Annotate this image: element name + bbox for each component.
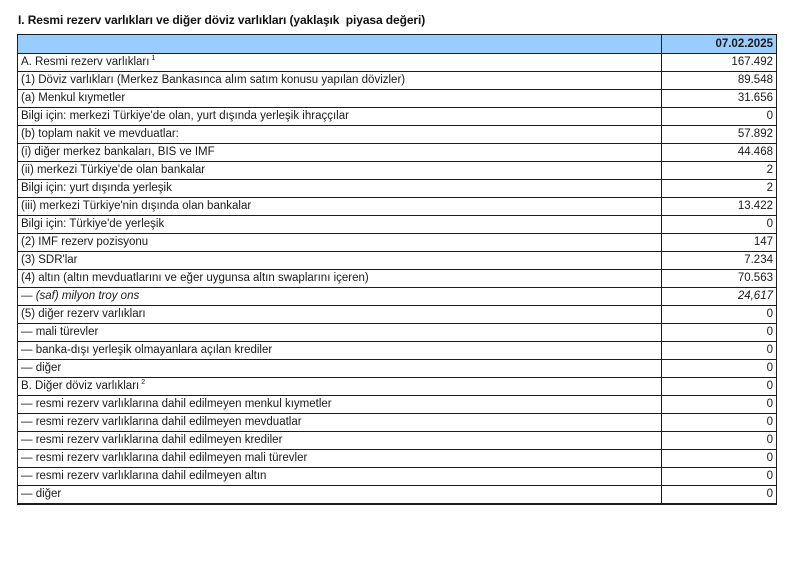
row-value-cell: 0 xyxy=(662,108,777,126)
table-header-row xyxy=(18,35,777,54)
row-label-cell xyxy=(18,198,662,216)
row-label-cell xyxy=(18,126,662,144)
row-value-cell: 24,617 xyxy=(662,288,777,306)
row-label-cell xyxy=(18,396,662,414)
row-label: — resmi rezerv varlıklarına dahil edilmeyen mevduatlar xyxy=(21,416,302,428)
row-label: (ii) merkezi Türkiye'de olan bankalar xyxy=(21,164,206,176)
row-value-cell: 167.492 xyxy=(662,54,777,72)
row-label: (1) Döviz varlıkları (Merkez Bankasınca alım satım konusu yapılan dövizler) xyxy=(21,74,406,86)
row-label-cell xyxy=(18,432,662,450)
row-value-cell: 0 xyxy=(662,486,777,505)
header-date-cell: 07.02.2025 xyxy=(662,35,777,54)
row-label-cell xyxy=(18,414,662,432)
row-label-cell xyxy=(18,324,662,342)
table-row xyxy=(18,450,777,468)
footnote-marker: 2 xyxy=(141,379,146,386)
footnote-marker: 1 xyxy=(151,55,156,62)
table-row xyxy=(18,360,777,378)
row-label-cell xyxy=(18,450,662,468)
table-row xyxy=(18,270,777,288)
row-label-cell xyxy=(18,216,662,234)
row-value-cell: 0 xyxy=(662,396,777,414)
row-label-cell xyxy=(18,144,662,162)
row-label: (b) toplam nakit ve mevduatlar: xyxy=(21,128,179,140)
table-row xyxy=(18,108,777,126)
row-value-cell: 2 xyxy=(662,180,777,198)
table-row xyxy=(18,234,777,252)
row-label: — mali türevler xyxy=(21,326,99,338)
table-row xyxy=(18,144,777,162)
row-value-cell: 44.468 xyxy=(662,144,777,162)
row-label: Bilgi için: Türkiye'de yerleşik xyxy=(21,218,165,230)
row-value-cell: 57.892 xyxy=(662,126,777,144)
row-label-cell xyxy=(18,234,662,252)
table-row xyxy=(18,324,777,342)
table-row xyxy=(18,252,777,270)
table-row xyxy=(18,162,777,180)
table-row xyxy=(18,306,777,324)
row-label-cell xyxy=(18,252,662,270)
row-value-cell: 0 xyxy=(662,306,777,324)
row-label-cell xyxy=(18,72,662,90)
table-row xyxy=(18,180,777,198)
row-label-cell xyxy=(18,360,662,378)
row-label-cell xyxy=(18,306,662,324)
row-label-cell xyxy=(18,342,662,360)
table-body xyxy=(18,35,777,505)
row-value-cell: 0 xyxy=(662,324,777,342)
row-value-cell: 0 xyxy=(662,342,777,360)
row-label: (5) diğer rezerv varlıkları xyxy=(21,308,146,320)
row-label-cell xyxy=(18,162,662,180)
table-row xyxy=(18,198,777,216)
row-label-cell xyxy=(18,468,662,486)
row-label: (a) Menkul kıymetler xyxy=(21,92,126,104)
row-value-cell: 70.563 xyxy=(662,270,777,288)
row-value-cell: 89.548 xyxy=(662,72,777,90)
row-label: (i) diğer merkez bankaları, BIS ve IMF xyxy=(21,146,215,158)
row-value-cell: 0 xyxy=(662,360,777,378)
row-label-cell xyxy=(18,108,662,126)
header-label-cell xyxy=(18,35,662,54)
table-row xyxy=(18,486,777,505)
table-row xyxy=(18,216,777,234)
row-label-cell xyxy=(18,486,662,505)
row-label: — resmi rezerv varlıklarına dahil edilmeyen menkul kıymetler xyxy=(21,398,332,410)
row-label-cell xyxy=(18,90,662,108)
row-label: (3) SDR'lar xyxy=(21,254,78,266)
row-label: (4) altın (altın mevduatlarını ve eğer uygunsa altın swaplarını içeren) xyxy=(21,272,369,284)
row-label: A. Resmi rezerv varlıkları xyxy=(21,56,150,68)
row-label: (iii) merkezi Türkiye'nin dışında olan bankalar xyxy=(21,200,252,212)
row-label: — resmi rezerv varlıklarına dahil edilmeyen altın xyxy=(21,470,267,482)
row-label: (2) IMF rezerv pozisyonu xyxy=(21,236,149,248)
row-value-cell: 0 xyxy=(662,432,777,450)
row-value-cell: 13.422 xyxy=(662,198,777,216)
table-row xyxy=(18,432,777,450)
table-row xyxy=(18,54,777,72)
row-label: — banka-dışı yerleşik olmayanlara açılan krediler xyxy=(21,344,273,356)
row-value-cell: 2 xyxy=(662,162,777,180)
row-label: — diğer xyxy=(21,362,62,374)
reserves-table xyxy=(17,34,777,505)
page-title: I. Resmi rezerv varlıkları ve diğer döviz varlıkları (yaklaşık piyasa değeri) xyxy=(18,13,426,27)
row-label: — (saf) milyon troy ons xyxy=(21,290,140,302)
row-label-cell xyxy=(18,378,662,396)
row-value-cell: 0 xyxy=(662,450,777,468)
row-value-cell: 0 xyxy=(662,414,777,432)
row-label: — resmi rezerv varlıklarına dahil edilmeyen krediler xyxy=(21,434,283,446)
table-row xyxy=(18,72,777,90)
table-row xyxy=(18,90,777,108)
row-label: — diğer xyxy=(21,488,62,500)
row-label: Bilgi için: yurt dışında yerleşik xyxy=(21,182,172,194)
table-row xyxy=(18,378,777,396)
row-label: B. Diğer döviz varlıkları xyxy=(21,380,140,392)
table-row xyxy=(18,396,777,414)
row-value-cell: 0 xyxy=(662,216,777,234)
row-value-cell: 31.656 xyxy=(662,90,777,108)
row-label: — resmi rezerv varlıklarına dahil edilmeyen mali türevler xyxy=(21,452,308,464)
row-label-cell xyxy=(18,54,662,72)
table-row xyxy=(18,126,777,144)
table-row xyxy=(18,414,777,432)
table-row xyxy=(18,342,777,360)
row-label-cell xyxy=(18,270,662,288)
row-value-cell: 147 xyxy=(662,234,777,252)
table-row xyxy=(18,288,777,306)
row-value-cell: 0 xyxy=(662,378,777,396)
row-label-cell xyxy=(18,288,662,306)
table-row xyxy=(18,468,777,486)
row-label-cell xyxy=(18,180,662,198)
row-value-cell: 7.234 xyxy=(662,252,777,270)
row-value-cell: 0 xyxy=(662,468,777,486)
row-label: Bilgi için: merkezi Türkiye'de olan, yurt dışında yerleşik ihraççılar xyxy=(21,110,349,122)
